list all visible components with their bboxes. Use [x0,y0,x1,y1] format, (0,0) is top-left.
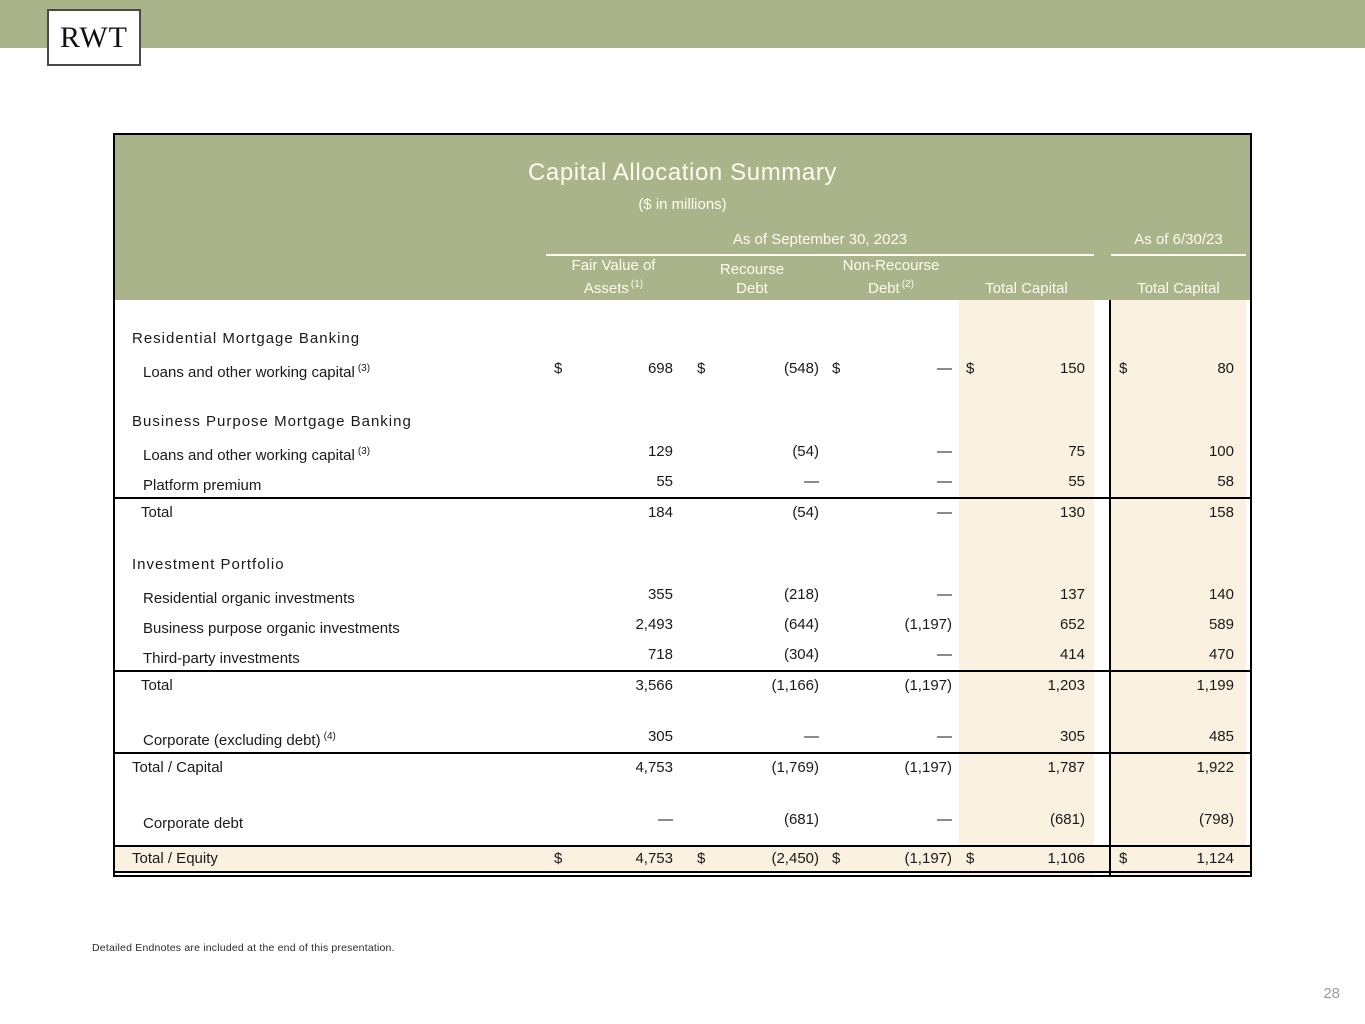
section-label: Investment Portfolio [132,556,285,573]
table-row [115,580,1250,610]
footnote-ref-2: (2) [901,279,914,290]
currency-sign: $ [1119,850,1128,867]
section-row-investment-portfolio [115,550,1250,580]
table-row [115,610,1250,640]
currency-sign: $ [966,850,975,867]
cell-value: 140 [1208,586,1234,603]
table-row [115,722,1250,752]
logo-text: RWT [60,20,128,54]
row-label: Total / Capital [132,759,223,776]
currency-sign: $ [697,850,706,867]
cell-value: 184 [647,504,673,521]
table-header [115,135,1250,300]
table-row [115,354,1250,384]
cell-value: (2,450) [771,850,819,867]
cell-value: (218) [783,586,819,603]
table-row [115,437,1250,467]
col-header-recourse-debt: Recourse Debt [719,261,785,297]
table-row [115,467,1250,497]
section-row-residential-mortgage-banking [115,324,1250,354]
row-label: Loans and other working capital [143,447,355,464]
cell-value: — [804,473,819,490]
cell-value: 80 [1217,360,1234,377]
cell-value: 589 [1208,616,1234,633]
cell-value: 75 [1068,443,1085,460]
col-header-total-capital-sep: Total Capital [985,280,1068,297]
cell-value: — [937,586,952,603]
row-label: Total [141,504,173,521]
cell-value: — [937,646,952,663]
period-divider-line [1109,300,1111,875]
cell-value: 129 [647,443,673,460]
cell-value: 100 [1208,443,1234,460]
row-label: Residential organic investments [143,590,355,607]
section-row-business-purpose-mortgage-banking [115,407,1250,437]
cell-value: 4,753 [635,850,673,867]
cell-value: 652 [1059,616,1085,633]
subtotal-row [115,670,1250,700]
cell-value: 1,203 [1047,677,1085,694]
cell-value: 1,199 [1196,677,1234,694]
table-subtitle: ($ in millions) [638,196,727,213]
cell-value: 305 [647,728,673,745]
cell-value: 150 [1059,360,1085,377]
section-label: Business Purpose Mortgage Banking [132,413,412,430]
cell-value: 355 [647,586,673,603]
column-headers [115,231,1250,300]
company-logo [47,9,141,66]
cell-value: 698 [647,360,673,377]
cell-value: (304) [783,646,819,663]
currency-sign: $ [697,360,706,377]
currency-sign: $ [1119,360,1128,377]
cell-value: 2,493 [635,616,673,633]
cell-value: 1,106 [1047,850,1085,867]
table-row [115,805,1250,835]
cell-value: (798) [1198,811,1234,828]
cell-value: (644) [783,616,819,633]
section-label: Residential Mortgage Banking [132,330,361,347]
cell-value: 58 [1217,473,1234,490]
table-body [115,300,1250,875]
cell-value: — [804,728,819,745]
col-header-total-capital-jun: Total Capital [1137,280,1220,297]
cell-value: 55 [656,473,673,490]
total-equity-row [115,845,1250,873]
currency-sign: $ [966,360,975,377]
cell-value: 305 [1059,728,1085,745]
footnote-ref-4: (4) [323,731,336,742]
footnote-ref-1: (1) [630,279,644,290]
cell-value: (681) [1049,811,1085,828]
cell-value: 55 [1068,473,1085,490]
total-capital-row [115,752,1250,782]
cell-value: — [937,473,952,490]
cell-value: 1,124 [1196,850,1234,867]
cell-value: — [937,811,952,828]
row-label: Total / Equity [132,850,218,867]
cell-value: 158 [1208,504,1234,521]
currency-sign: $ [832,850,841,867]
table-row [115,640,1250,670]
col-header-non-recourse-debt: Non-Recourse Debt $^{(2)}$ [842,257,940,297]
table-title: Capital Allocation Summary [527,159,838,186]
cell-value: (1,197) [904,677,952,694]
col-header-fair-value: Fair Value of Assets $^{(1)}$ [571,257,656,297]
cell-value: (1,197) [904,759,952,776]
subtotal-row [115,497,1250,527]
cell-value: — [937,443,952,460]
row-label: Platform premium [143,477,262,494]
cell-value: — [658,811,673,828]
column-group-jun-2023: As of 6/30/23 [1111,231,1246,256]
column-group-sep-2023: As of September 30, 2023 [546,231,1094,256]
row-label: Corporate (excluding debt) [143,732,321,749]
row-label: Business purpose organic investments [143,620,400,637]
cell-value: — [937,360,952,377]
currency-sign: $ [832,360,841,377]
cell-value: 1,787 [1047,759,1085,776]
row-label: Loans and other working capital [143,364,355,381]
cell-value: 470 [1208,646,1234,663]
cell-value: (681) [783,811,819,828]
cell-value: (1,197) [904,850,952,867]
capital-allocation-table [113,133,1252,877]
top-banner [0,0,1365,48]
page-number: 28 [1323,985,1340,1002]
cell-value: 414 [1059,646,1085,663]
row-label: Total [141,677,173,694]
row-label: Corporate debt [143,815,244,832]
currency-sign: $ [554,850,563,867]
cell-value: 1,922 [1196,759,1234,776]
footnote-ref-3: (3) [357,363,371,374]
cell-value: (1,769) [771,759,819,776]
cell-value: (54) [792,443,819,460]
cell-value: 3,566 [635,677,673,694]
cell-value: (54) [792,504,819,521]
cell-value: (1,166) [771,677,819,694]
cell-value: (548) [783,360,819,377]
cell-value: 130 [1059,504,1085,521]
cell-value: 718 [647,646,673,663]
cell-value: 485 [1208,728,1234,745]
currency-sign: $ [554,360,563,377]
cell-value: (1,197) [904,616,952,633]
cell-value: — [937,504,952,521]
cell-value: 4,753 [635,759,673,776]
footnote-ref-3: (3) [357,446,371,457]
endnotes-footnote: Detailed Endnotes are included at the end of this presentation. [92,942,395,954]
cell-value: — [937,728,952,745]
cell-value: 137 [1059,586,1085,603]
row-label: Third-party investments [143,650,300,667]
